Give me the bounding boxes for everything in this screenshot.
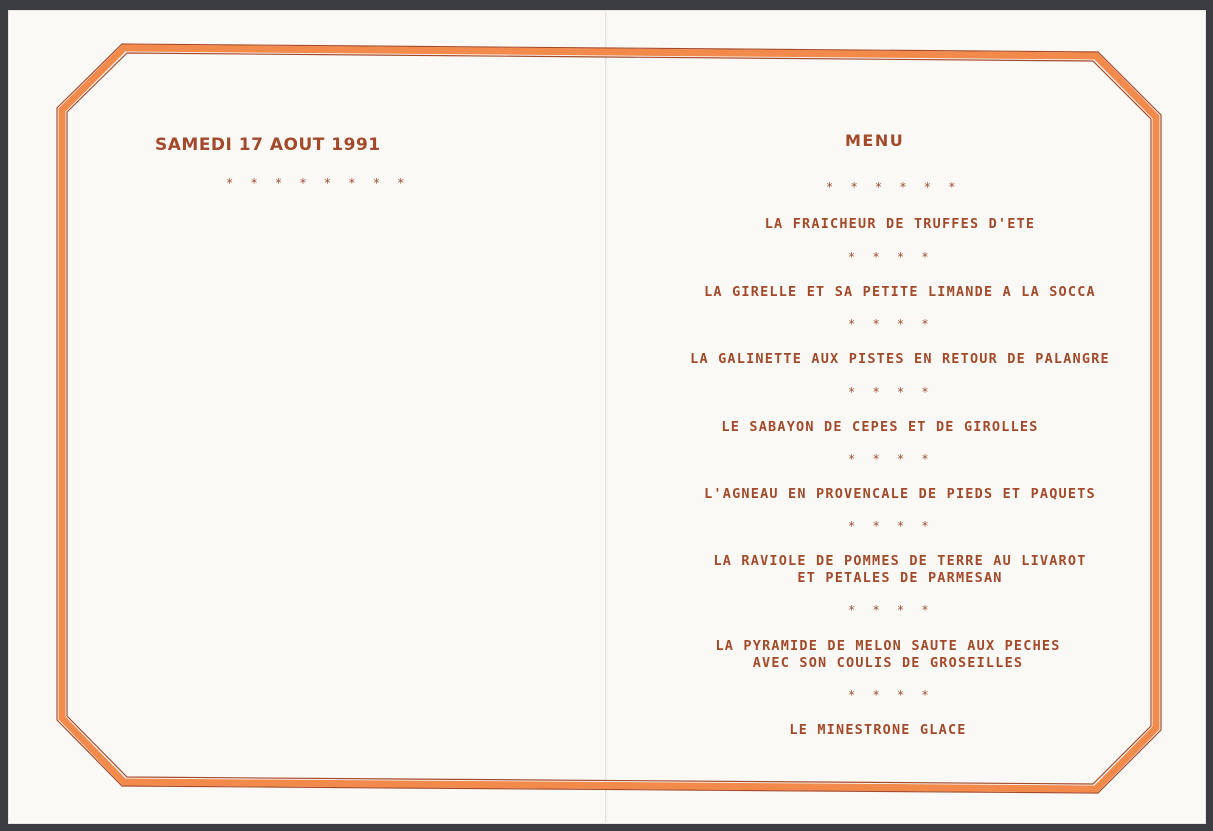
- dish-2-line1: LA GIRELLE ET SA PETITE LIMANDE A LA SOCCA: [704, 284, 1096, 300]
- dish-4-line1: LE SABAYON DE CEPES ET DE GIROLLES: [721, 419, 1039, 435]
- dish-6-line1: LA RAVIOLE DE POMMES DE TERRE AU LIVAROT: [713, 553, 1087, 569]
- separator-stars: * * * *: [848, 603, 934, 617]
- title-stars: * * * * * *: [826, 180, 961, 194]
- dish-4: [620, 419, 1140, 436]
- dish-3: [640, 351, 1160, 368]
- dish-7: [628, 638, 1148, 672]
- dish-2: [640, 284, 1160, 301]
- dish-6: [640, 553, 1160, 587]
- dish-3-line1: LA GALINETTE AUX PISTES EN RETOUR DE PALANGRE: [690, 351, 1110, 367]
- separator-stars: * * * *: [848, 385, 934, 399]
- dish-5-line1: L'AGNEAU EN PROVENCALE DE PIEDS ET PAQUETS: [704, 486, 1096, 502]
- menu-title: MENU: [845, 131, 905, 150]
- dish-1-line1: LA FRAICHEUR DE TRUFFES D'ETE: [764, 216, 1036, 232]
- event-date: SAMEDI 17 AOUT 1991: [155, 135, 381, 155]
- date-stars: * * * * * * * *: [226, 176, 410, 190]
- dish-8-line1: LE MINESTRONE GLACE: [789, 722, 967, 738]
- separator-stars: * * * *: [848, 250, 934, 264]
- separator-stars: * * * *: [848, 452, 934, 466]
- dish-7-line2: AVEC SON COULIS DE GROSEILLES: [752, 655, 1024, 671]
- dish-7-line1: LA PYRAMIDE DE MELON SAUTE AUX PECHES: [715, 638, 1061, 654]
- separator-stars: * * * *: [848, 688, 934, 702]
- separator-stars: * * * *: [848, 317, 934, 331]
- dish-8: [618, 722, 1138, 739]
- dish-6-line2: ET PETALES DE PARMESAN: [797, 570, 1003, 586]
- dish-5: [640, 486, 1160, 503]
- separator-stars: * * * *: [848, 519, 934, 533]
- dish-1: [640, 216, 1160, 233]
